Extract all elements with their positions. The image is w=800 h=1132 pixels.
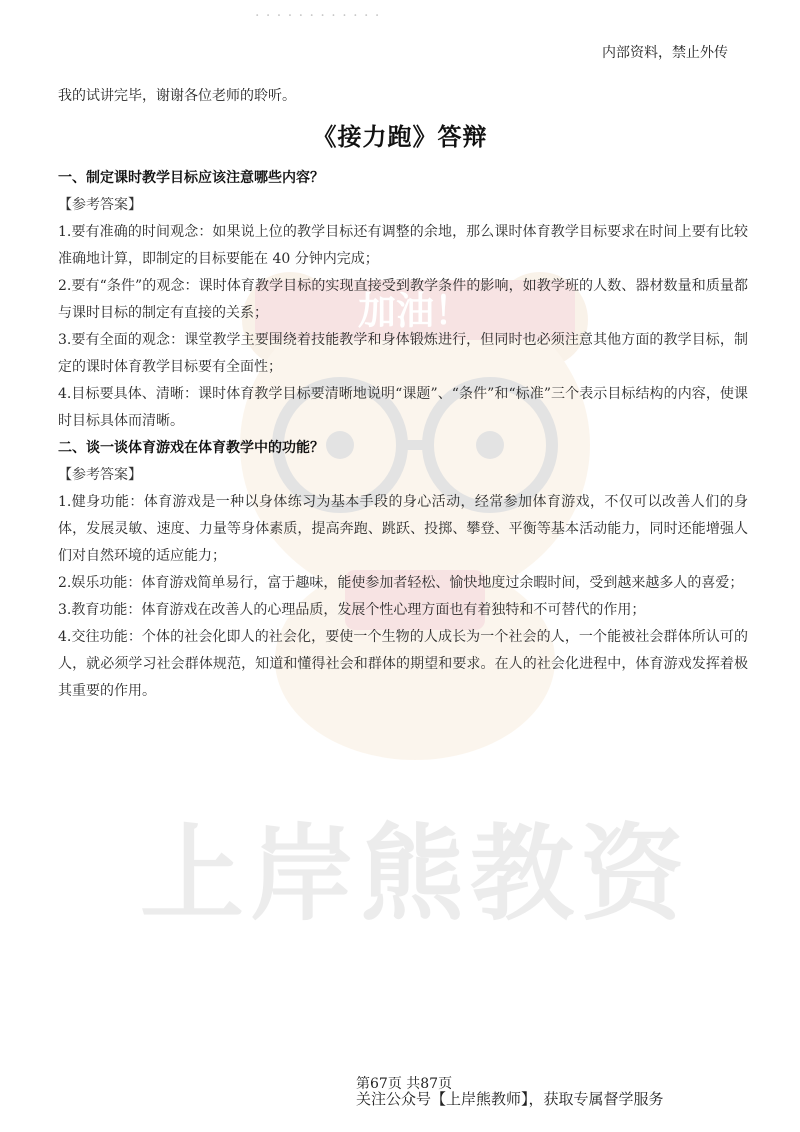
answer-point: 1.健身功能：体育游戏是一种以身体练习为基本手段的身心活动，经常参加体育游戏，不仅可以改善人们的身体，发展灵敏、速度、力量等身体素质，提高奔跑、跳跃、投掷、攀登、平衡等基本活动能力，同时还能增强人们对自然环境的适应能力； — [58, 494, 748, 564]
section — [58, 435, 748, 705]
content-body — [58, 165, 748, 705]
section-question: 一、制定课时教学目标应该注意哪些内容？ — [58, 170, 324, 186]
answer-point: 4.交往功能：个体的社会化即人的社会化，要使一个生物的人成长为一个社会的人，一个能被社会群体所认可的人，就必须学习社会群体规范，知道和懂得社会和群体的期望和要求。在人的社会化进程中，体育游戏发挥着极其重要的作用。 — [58, 629, 748, 699]
brand-watermark-text: 上岸熊教资 — [140, 813, 691, 935]
mascot-banner-text: 加油！ — [357, 289, 473, 333]
answer-point: 2.要有“条件”的观念：课时体育教学目标的实现直接受到教学条件的影响，如教学班的人数、器材数量和质量都与课时目标的制定有直接的关系； — [58, 278, 748, 321]
footer-promo: 关注公众号【上岸熊教师】，获取专属督学服务 — [356, 1090, 664, 1108]
section-question: 二、谈一谈体育游戏在体育教学中的功能？ — [58, 440, 324, 456]
answer-point: 3.要有全面的观念：课堂教学主要围绕着技能教学和身体锻炼进行，但同时也必须注意其他方面的教学目标，制定的课时体育教学目标要有全面性； — [58, 332, 748, 375]
answer-label: 【参考答案】 — [58, 197, 142, 213]
answer-point: 1.要有准确的时间观念：如果说上位的教学目标还有调整的余地，那么课时体育教学目标要求在时间上要有比较准确地计算，即制定的目标要能在 40 分钟内完成； — [58, 224, 748, 267]
cropped-header-text: · · · · · · · · · · · · — [255, 8, 381, 24]
answer-point: 3.教育功能：体育游戏在改善人的心理品质，发展个性心理方面也有着独特和不可替代的作用； — [58, 602, 646, 618]
answer-point: 4.目标要具体、清晰：课时体育教学目标要清晰地说明“课题”、“条件”和“标准”三个表示目标结构的内容，使课时目标具体而清晰。 — [58, 386, 748, 429]
closing-line: 我的试讲完毕，谢谢各位老师的聆听。 — [58, 88, 296, 104]
confidential-notice: 内部资料，禁止外传 — [602, 45, 728, 61]
section — [58, 165, 748, 435]
page-number: 第67页 共87页 — [356, 1076, 453, 1092]
answer-label: 【参考答案】 — [58, 467, 142, 483]
answer-point: 2.娱乐功能：体育游戏简单易行，富于趣味，能使参加者轻松、愉快地度过余暇时间，受到越来越多人的喜爱； — [58, 575, 744, 591]
page-title: 《接力跑》答辩 — [312, 122, 488, 151]
